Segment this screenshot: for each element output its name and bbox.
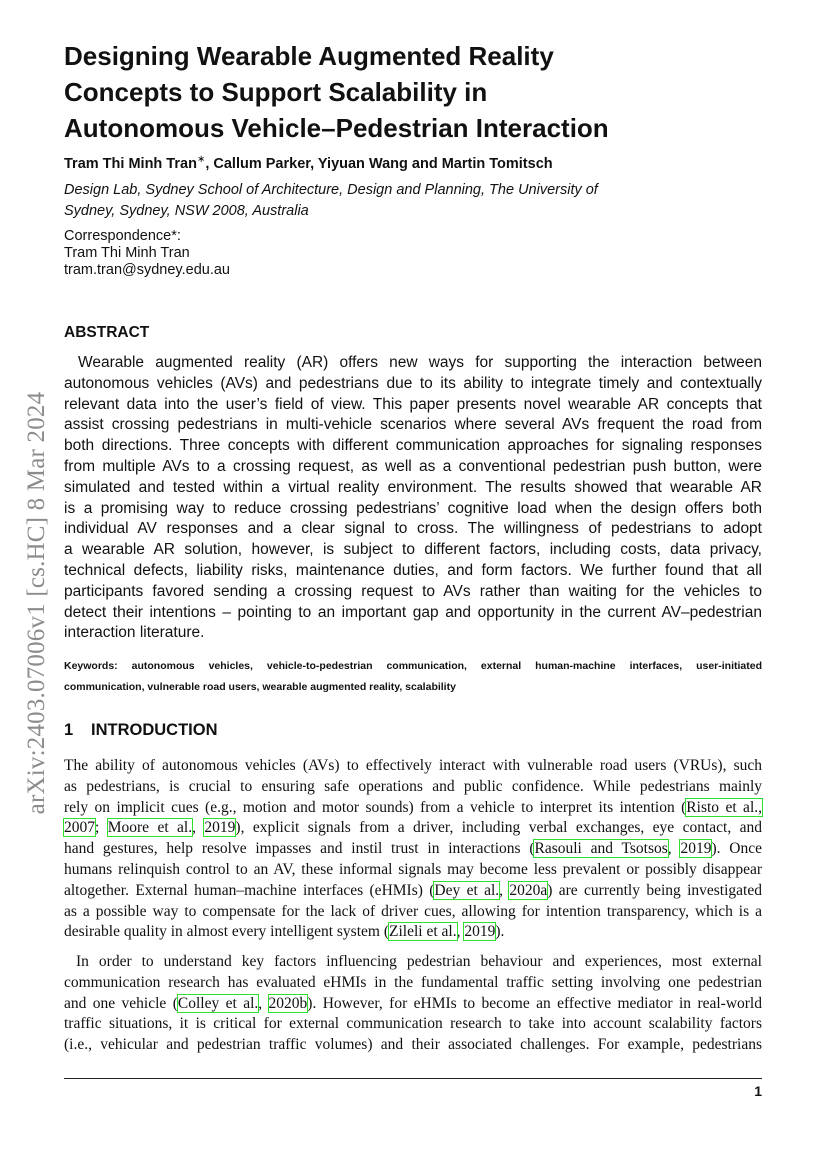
citation-link[interactable]: 2020b [268, 994, 308, 1012]
paragraph-line: as pedestrians, is crucial to ensuring safe operations and public confidence. While pedestrians mainly [64, 777, 762, 795]
body-paragraph [64, 952, 762, 1056]
paragraph-line [64, 798, 762, 819]
text-run: , [258, 994, 269, 1012]
citation-link[interactable]: 2019 [204, 819, 236, 837]
keywords-line: Keywords: autonomous vehicles, vehicle-to-pedestrian communication, external human-machine interfaces, user-initiated [64, 660, 762, 672]
abstract-line: is a promising way to reduce crossing pedestrians’ cognitive load when the design offers both [64, 499, 762, 517]
citation-link[interactable]: 2019 [680, 840, 712, 858]
author-name: and Martin Tomitsch [407, 155, 553, 172]
section-title: INTRODUCTION [91, 721, 218, 739]
text-run: ). Once [711, 840, 762, 858]
page-number: 1 [754, 1083, 762, 1099]
author-list [64, 154, 553, 172]
author-name: , Callum Parker [205, 155, 311, 172]
citation-link[interactable]: Risto et al., [686, 798, 762, 816]
footer-divider [64, 1078, 762, 1079]
text-run: ; [95, 819, 108, 837]
abstract-line: individual AV responses and a clear signal to cross. The willingness of pedestrians to adopt [64, 520, 762, 538]
affiliation [64, 180, 744, 222]
abstract-body [64, 353, 762, 644]
affiliation-line: Design Lab, Sydney School of Architecture, Design and Planning, The University of [64, 182, 598, 198]
text-run: , [667, 840, 681, 858]
text-run: , [499, 881, 510, 899]
affiliation-line: Sydney, Sydney, NSW 2008, Australia [64, 203, 309, 219]
text-run: altogether. External human–machine interfaces (eHMIs) ( [64, 881, 435, 899]
text-run: , [456, 923, 465, 941]
corresponding-author-mark: ∗ [196, 154, 206, 165]
abstract-line: simulated and tested within a virtual reality environment. The results showed that wearable AR [64, 478, 762, 496]
author-name: , Yiyuan Wang [310, 155, 408, 172]
correspondence-label: Correspondence*: [64, 228, 181, 244]
abstract-line: Wearable augmented reality (AR) offers new ways for supporting the interaction between [78, 354, 762, 371]
abstract-line: assist crossing pedestrians in multi-vehicle scenarios where several AVs frequent the road from [64, 416, 762, 434]
citation-link[interactable]: Dey et al. [434, 881, 500, 899]
text-run: hand gestures, help resolve impasses and instil trust in interactions ( [64, 840, 535, 858]
title-line: Concepts to Support Scalability in [64, 77, 488, 107]
arxiv-stamp [0, 0, 64, 1171]
citation-link[interactable]: 2020a [509, 881, 548, 899]
correspondence-email[interactable]: tram.tran@sydney.edu.au [64, 262, 230, 278]
paragraph-line: The ability of autonomous vehicles (AVs) to effectively interact with vulnerable road users (VRUs), such [64, 757, 762, 774]
citation-link[interactable]: 2007 [64, 819, 95, 837]
abstract-line: both directions. Three concepts with different communication approaches for signaling responses [64, 437, 762, 455]
section-heading [64, 721, 218, 740]
paragraph-line: traffic situations, it is critical for external communication research to take into account scalability factors [64, 1015, 762, 1033]
paragraph-line: humans relinquish control to an AV, these informal signals may become less prevalent or possibly disappear [64, 860, 762, 878]
citation-link[interactable]: Zileli et al. [389, 923, 457, 941]
paragraph-line [64, 922, 762, 943]
abstract-line: a wearable AR solution, however, is subject to different factors, including costs, data privacy, [64, 541, 762, 559]
paragraph-line: as a possible way to compensate for the lack of driver cues, allowing for intention transparency, which is a [64, 902, 762, 920]
arxiv-identifier: arXiv:2403.07006v1 [cs.HC] 8 Mar 2024 [23, 391, 50, 815]
correspondence-name: Tram Thi Minh Tran [64, 245, 190, 261]
body-paragraph [64, 756, 762, 943]
citation-link[interactable]: Moore et al. [107, 819, 193, 837]
abstract-line: detect their intentions – pointing to an important gap and opportunity in the current AV–pedestrian [64, 603, 762, 621]
paragraph-line [64, 818, 762, 839]
text-run: , [192, 819, 205, 837]
text-run: ) are currently being investigated [547, 881, 762, 899]
text-run: desirable quality in almost every intelligent system ( [64, 923, 389, 941]
section-number: 1 [64, 721, 74, 739]
paragraph-line: (i.e., vehicular and pedestrian traffic volumes) and their associated challenges. For example, pedestrians [64, 1036, 762, 1054]
abstract-line: technical defects, liability risks, maintenance duties, and form factors. We further found that all [64, 561, 762, 579]
title-line: Autonomous Vehicle–Pedestrian Interaction [64, 113, 609, 143]
paragraph-line [64, 881, 762, 902]
abstract-line: interaction literature. [64, 624, 205, 642]
abstract-line: participants favored sending a crossing request to AVs rather than waiting for the vehicles to [64, 582, 762, 600]
text-run: ). However, for eHMIs to become an effective mediator in real-world [307, 994, 762, 1012]
author-name: Tram Thi Minh Tran [64, 155, 197, 172]
title-line: Designing Wearable Augmented Reality [64, 41, 554, 71]
abstract-line: from multiple AVs to a crossing request, as well as a conventional pedestrian push button, were [64, 457, 762, 475]
abstract-line: autonomous vehicles (AVs) and pedestrians due to its ability to integrate timely and contextually [64, 374, 762, 392]
keywords [64, 656, 762, 698]
keywords-line: communication, vulnerable road users, wearable augmented reality, scalability [64, 681, 456, 693]
abstract-heading: ABSTRACT [64, 324, 150, 341]
text-run: and one vehicle ( [64, 994, 178, 1012]
text-run: rely on implicit cues (e.g., motion and motor sounds) from a vehicle to interpret its intention ( [64, 798, 687, 816]
text-run: ). [495, 923, 505, 941]
citation-link[interactable]: Rasouli and Tsotsos [534, 840, 668, 858]
citation-link[interactable]: 2019 [464, 923, 496, 941]
correspondence-block [64, 228, 230, 279]
paragraph-line [64, 839, 762, 860]
text-run: ), explicit signals from a driver, including verbal exchanges, eye contact, and [235, 819, 763, 837]
citation-link[interactable]: Colley et al. [177, 994, 259, 1012]
paragraph-line [64, 994, 762, 1015]
abstract-line: relevant data into the user’s field of view. This paper presents novel wearable AR concepts that [64, 395, 762, 413]
paper-title [64, 38, 764, 146]
paragraph-line: communication research has evaluated eHMIs in the fundamental traffic setting involving one pedestrian [64, 973, 762, 991]
paragraph-line: In order to understand key factors influencing pedestrian behaviour and experiences, most external [76, 953, 762, 970]
